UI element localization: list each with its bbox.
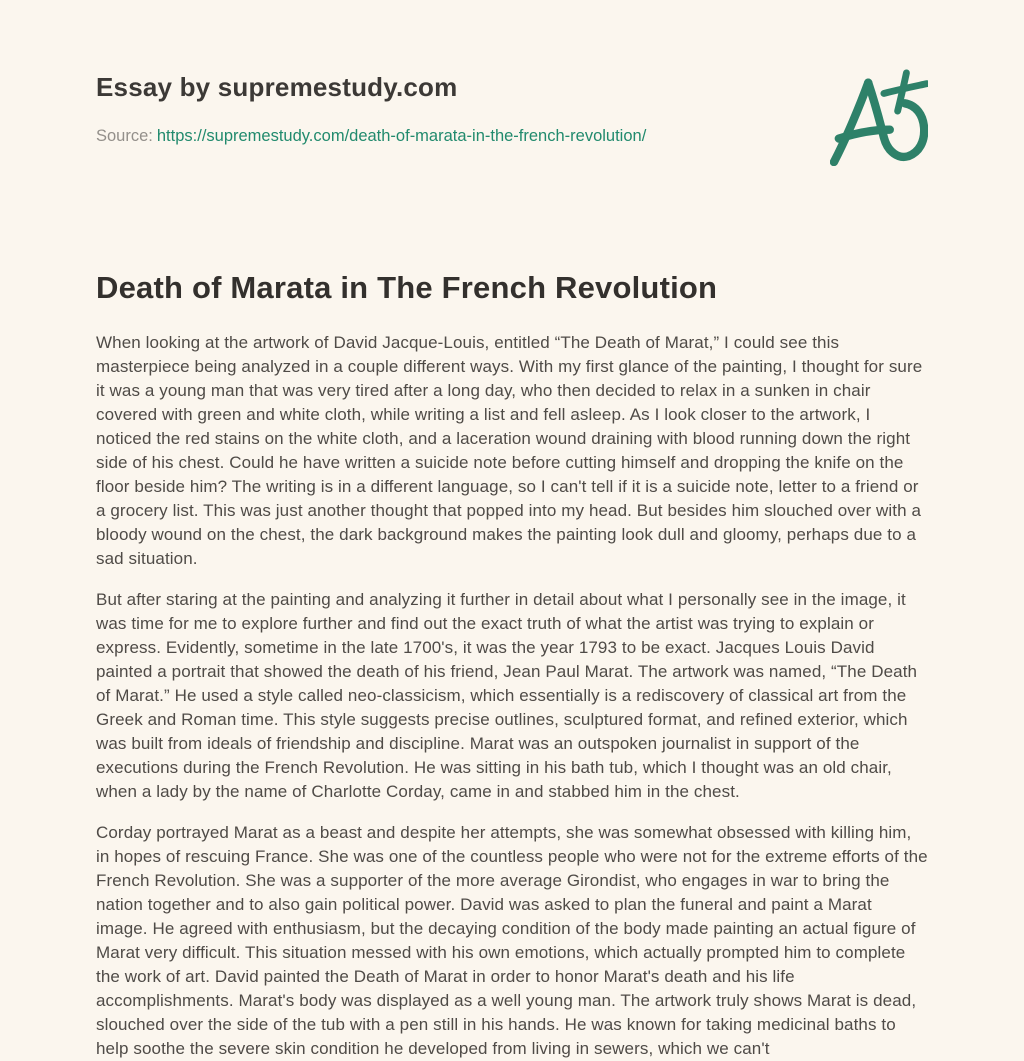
supremestudy-logo [830,66,928,166]
essay-paragraph-1: When looking at the artwork of David Jacque-Louis, entitled “The Death of Marat,” I could see this masterpiece being analyzed in a couple different ways. With my first glance of the painting, I thought for sure it was a young man that was very tired after a long day, who then decided to relax in a sunken in chair covered with green and white cloth, while writing a list and fell asleep. As I look closer to the artwork, I noticed the red stains on the white cloth, and a laceration wound draining with blood running down the right side of his chest. Could he have written a suicide note before cutting himself and dropping the knife on the floor beside him? The writing is in a different language, so I can't tell if it is a suicide note, letter to a friend or a grocery list. This was just another thought that popped into my head. But besides him slouched over with a bloody wound on the chest, the dark background makes the painting look dull and gloomy, perhaps due to a sad situation. [96,333,923,568]
byline: Essay by supremestudy.com [96,72,458,102]
a-plus-logo-icon [830,66,928,166]
source-label: Source: [96,127,153,145]
source-link[interactable]: https://supremestudy.com/death-of-marata-in-the-french-revolution/ [156,127,647,145]
essay-title: Death of Marata in The French Revolution [96,270,718,305]
essay-paragraph-2: But after staring at the painting and analyzing it further in detail about what I personally see in the image, it was time for me to explore further and find out the exact truth of what the artist was trying to explain or express. Evidently, sometime in the late 1700's, it was the year 1793 to be exact. Jacques Louis David painted a portrait that showed the death of his friend, Jean Paul Marat. The artwork was named, “The Death of Marat.” He used a style called neo-classicism, which essentially is a rediscovery of classical art from the Greek and Roman time. This style suggests precise outlines, sculptured format, and refined exterior, which was built from ideals of friendship and discipline. Marat was an outspoken journalist in support of the executions during the French Revolution. He was sitting in his bath tub, which I thought was an old chair, when a lady by the name of Charlotte Corday, came in and stabbed him in the chest. [96,590,918,801]
header-text-block [96,68,646,146]
source-line [96,127,646,146]
essay-paragraph-3: Corday portrayed Marat as a beast and despite her attempts, she was somewhat obsessed with killing him, in hopes of rescuing France. She was one of the countless people who were not for the extreme efforts of the French Revolution. She was a supporter of the more average Girondist, who engages in war to bring the nation together and to also gain political power. David was asked to plan the funeral and paint a Marat image. He agreed with enthusiasm, but the decaying condition of the body made painting an actual figure of Marat very difficult. This situation messed with his own emotions, which actually prompted him to complete the work of art. David painted the Death of Marat in order to honor Marat's death and his life accomplishments. Marat's body was displayed as a well young man. The artwork truly shows Marat is dead, slouched over the side of the tub with a pen still in his hands. He was known for taking medicinal baths to help soothe the severe skin condition he developed from living in sewers, which we can't [96,823,928,1058]
essay-page [96,0,928,1061]
page-header [96,68,928,166]
essay-body [96,331,928,1061]
